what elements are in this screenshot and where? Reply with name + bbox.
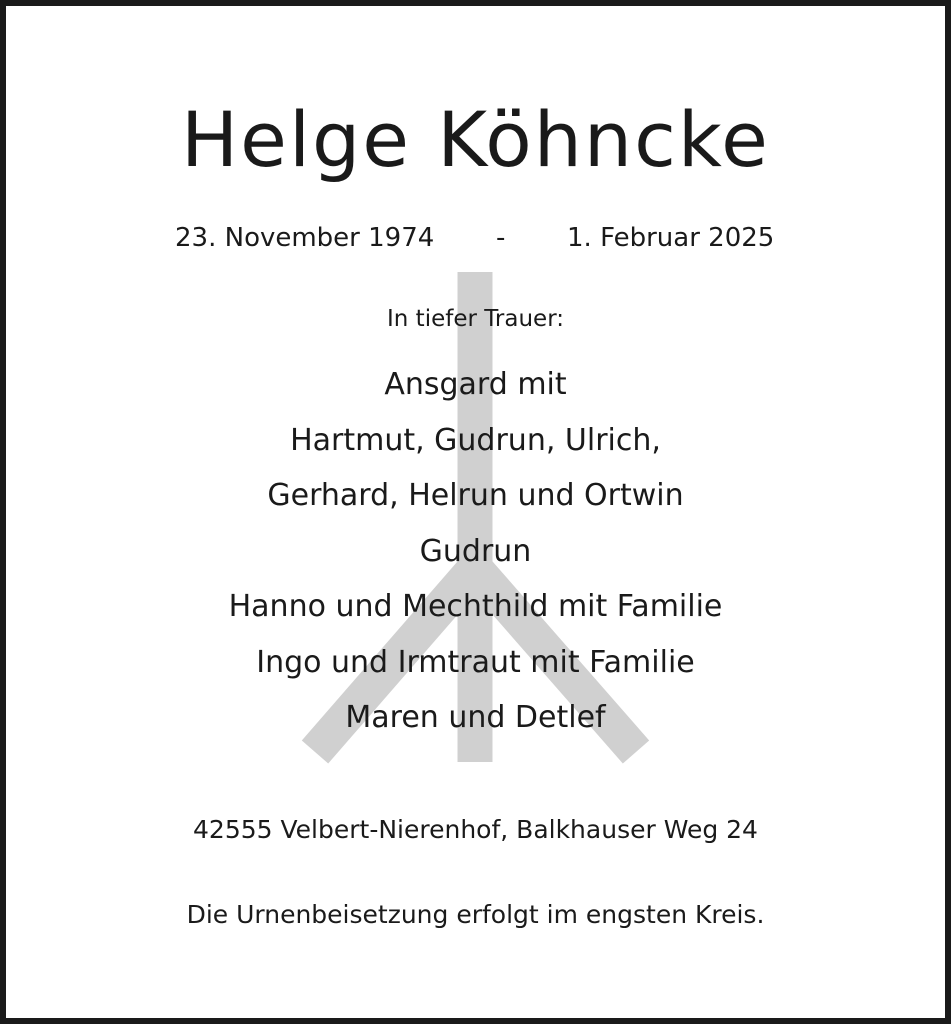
- mourner-line: Hanno und Mechthild mit Familie: [228, 589, 723, 624]
- mourner-line: Ingo und Irmtraut mit Familie: [256, 644, 695, 680]
- mourner-line: Gudrun: [419, 533, 532, 569]
- deceased-name: Helge Köhncke: [181, 95, 770, 184]
- mourner-line: Maren und Detlef: [345, 700, 606, 735]
- mourning-intro: In tiefer Trauer:: [387, 306, 564, 332]
- birth-date: 23. November 1974: [175, 223, 435, 253]
- address: 42555 Velbert-Nierenhof, Balkhauser Weg 24: [193, 815, 758, 844]
- mourners-list: [0, 362, 951, 751]
- date-separator: -: [496, 223, 506, 253]
- mourner-line: Hartmut, Gudrun, Ulrich,: [290, 422, 661, 458]
- funeral-note: Die Urnenbeisetzung erfolgt im engsten Kreis.: [186, 900, 765, 929]
- death-date: 1. Februar 2025: [567, 223, 775, 253]
- mourner-line: Ansgard mit: [384, 367, 567, 402]
- mourner-line: Gerhard, Helrun und Ortwin: [267, 478, 684, 513]
